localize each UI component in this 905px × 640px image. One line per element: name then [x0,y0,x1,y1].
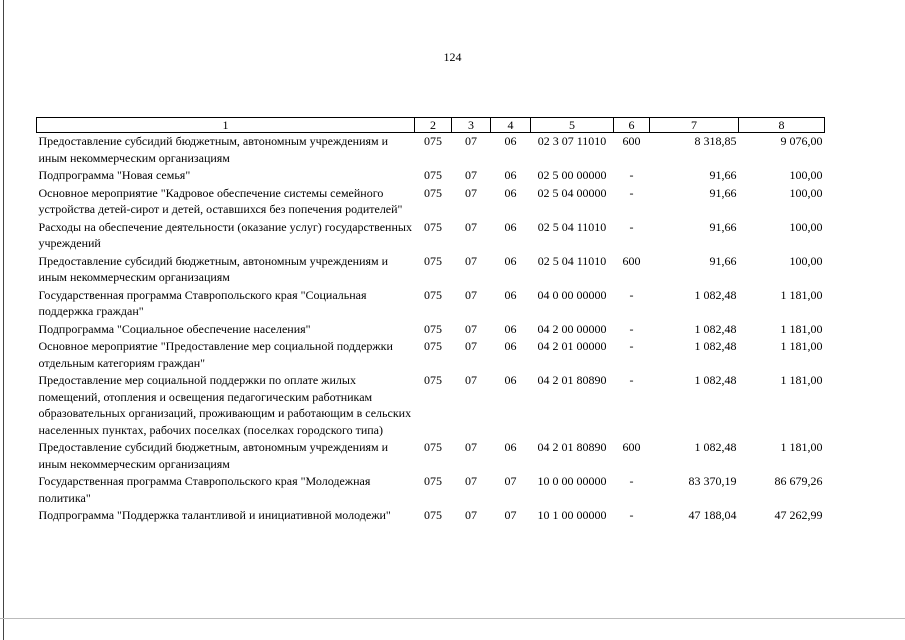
table-row [37,473,825,507]
row-expense-type: - [629,219,634,234]
row-target-item: 04 2 01 80890 [537,440,607,454]
row-name: Предоставление мер социальной поддержки по оплате жилых помещений, отопления и освещения педагогическим работникам образовательных организаций, проживающим и работающим в сельских населенных пунктах, рабочих поселках (поселках городского типа) [38,373,412,437]
row-amount-year2: 1 181,00 [780,373,823,387]
row-amount-year2: 1 181,00 [780,339,823,353]
row-amount-year2: 100,00 [789,253,823,268]
row-section: 07 [465,134,477,148]
row-expense-type: - [629,373,634,387]
row-expense-type: - [629,508,634,522]
row-section: 07 [465,474,477,488]
row-name: Государственная программа Ставропольского края "Социальная поддержка граждан" [38,287,367,318]
row-name: Предоставление субсидий бюджетным, автономным учреждениям и иным некоммерческим организациям [38,440,389,471]
row-name: Предоставление субсидий бюджетным, автономным учреждениям и иным некоммерческим организациям [38,253,389,284]
row-name: Расходы на обеспечение деятельности (оказание услуг) государственных учреждений [38,219,412,250]
header-col-4: 4 [491,118,531,133]
table-row [37,167,825,185]
row-target-item: 04 2 01 80890 [537,373,607,387]
header-col-7: 7 [650,118,739,133]
row-amount-year1: 1 082,48 [694,339,737,353]
table-row [37,372,825,439]
page-number: 124 [443,50,462,64]
row-name: Подпрограмма "Социальное обеспечение населения" [38,321,311,336]
page-left-edge [3,0,4,640]
header-col-5: 5 [531,118,614,133]
row-amount-year2: 100,00 [789,185,823,200]
header-row [37,118,825,133]
row-subsection: 06 [504,373,517,387]
table-row [37,338,825,372]
row-code-ministry: 075 [424,508,442,522]
row-expense-type: - [629,287,634,302]
row-code-ministry: 075 [424,185,442,200]
row-amount-year1: 1 082,48 [694,287,737,302]
row-section: 07 [465,287,477,302]
row-name: Предоставление субсидий бюджетным, автономным учреждениям и иным некоммерческим организациям [38,134,389,165]
table-header [37,118,825,133]
row-code-ministry: 075 [424,287,442,302]
table-body [37,133,825,525]
row-section: 07 [465,321,477,336]
row-code-ministry: 075 [424,134,442,148]
row-expense-type: - [629,168,634,182]
row-name: Основное мероприятие "Кадровое обеспечение системы семейного устройства детей-сирот и детей, оставшихся без попечения родителей" [38,185,403,216]
row-code-ministry: 075 [424,168,442,182]
row-subsection: 06 [504,134,517,148]
row-amount-year2: 100,00 [789,168,823,182]
table-row [37,219,825,253]
row-amount-year1: 1 082,48 [694,440,737,454]
row-target-item: 04 2 01 00000 [537,339,607,353]
header-col-6: 6 [614,118,650,133]
row-target-item: 10 1 00 00000 [537,508,607,522]
row-amount-year1: 91,66 [709,253,737,268]
row-subsection: 06 [504,168,517,182]
row-amount-year1: 8 318,85 [694,134,737,148]
row-target-item: 02 5 04 00000 [537,185,607,200]
budget-table [36,117,825,525]
header-col-1: 1 [37,118,415,133]
row-expense-type: 600 [622,440,641,454]
row-code-ministry: 075 [424,440,442,454]
header-col-2: 2 [415,118,452,133]
row-target-item: 02 5 04 11010 [537,219,607,234]
table-row [37,321,825,339]
row-target-item: 04 0 00 00000 [537,287,607,302]
row-code-ministry: 075 [424,474,442,488]
row-expense-type: 600 [622,253,641,268]
row-subsection: 06 [504,339,517,353]
row-subsection: 06 [504,219,517,234]
row-section: 07 [465,253,477,268]
row-section: 07 [465,339,477,353]
row-section: 07 [465,185,477,200]
row-section: 07 [465,440,477,454]
row-subsection: 06 [504,253,517,268]
table-row [37,439,825,473]
row-amount-year1: 83 370,19 [688,474,737,488]
row-target-item: 02 5 04 11010 [537,253,607,268]
row-name: Подпрограмма "Поддержка талантливой и инициативной молодежи" [38,508,391,522]
row-name: Государственная программа Ставропольского края "Молодежная политика" [38,474,371,505]
row-amount-year2: 1 181,00 [780,321,823,336]
row-target-item: 02 5 00 00000 [537,168,607,182]
row-amount-year2: 1 181,00 [780,440,823,454]
row-amount-year1: 91,66 [709,185,737,200]
row-amount-year1: 47 188,04 [688,508,737,522]
table-row [37,287,825,321]
row-code-ministry: 075 [424,219,442,234]
row-amount-year2: 47 262,99 [774,508,823,522]
row-subsection: 06 [504,287,517,302]
row-subsection: 06 [504,440,517,454]
row-target-item: 04 2 00 00000 [537,321,607,336]
row-code-ministry: 075 [424,339,442,353]
row-amount-year2: 100,00 [789,219,823,234]
row-amount-year1: 1 082,48 [694,321,737,336]
row-code-ministry: 075 [424,321,442,336]
row-section: 07 [465,508,477,522]
row-amount-year1: 91,66 [709,219,737,234]
row-section: 07 [465,373,477,387]
row-expense-type: - [629,321,634,336]
row-expense-type: - [629,185,634,200]
table-row [37,185,825,219]
page-bottom-edge [0,618,905,619]
row-amount-year2: 86 679,26 [774,474,823,488]
row-amount-year1: 91,66 [709,168,737,182]
row-amount-year2: 1 181,00 [780,287,823,302]
row-expense-type: - [629,339,634,353]
header-col-3: 3 [452,118,491,133]
row-code-ministry: 075 [424,253,442,268]
row-subsection: 06 [504,321,517,336]
row-expense-type: - [629,474,634,488]
row-expense-type: 600 [622,134,641,148]
row-target-item: 10 0 00 00000 [537,474,607,488]
row-amount-year2: 9 076,00 [780,134,823,148]
table-row [37,507,825,525]
row-section: 07 [465,219,477,234]
row-subsection: 07 [504,474,517,488]
row-subsection: 06 [504,185,517,200]
row-section: 07 [465,168,477,182]
row-subsection: 07 [504,508,517,522]
row-amount-year1: 1 082,48 [694,373,737,387]
row-name: Подпрограмма "Новая семья" [38,168,191,182]
row-target-item: 02 3 07 11010 [537,134,607,148]
table-row [37,133,825,168]
row-name: Основное мероприятие "Предоставление мер социальной поддержки отдельным категориям граждан" [38,339,393,370]
row-code-ministry: 075 [424,373,442,387]
header-col-8: 8 [739,118,825,133]
table-row [37,253,825,287]
